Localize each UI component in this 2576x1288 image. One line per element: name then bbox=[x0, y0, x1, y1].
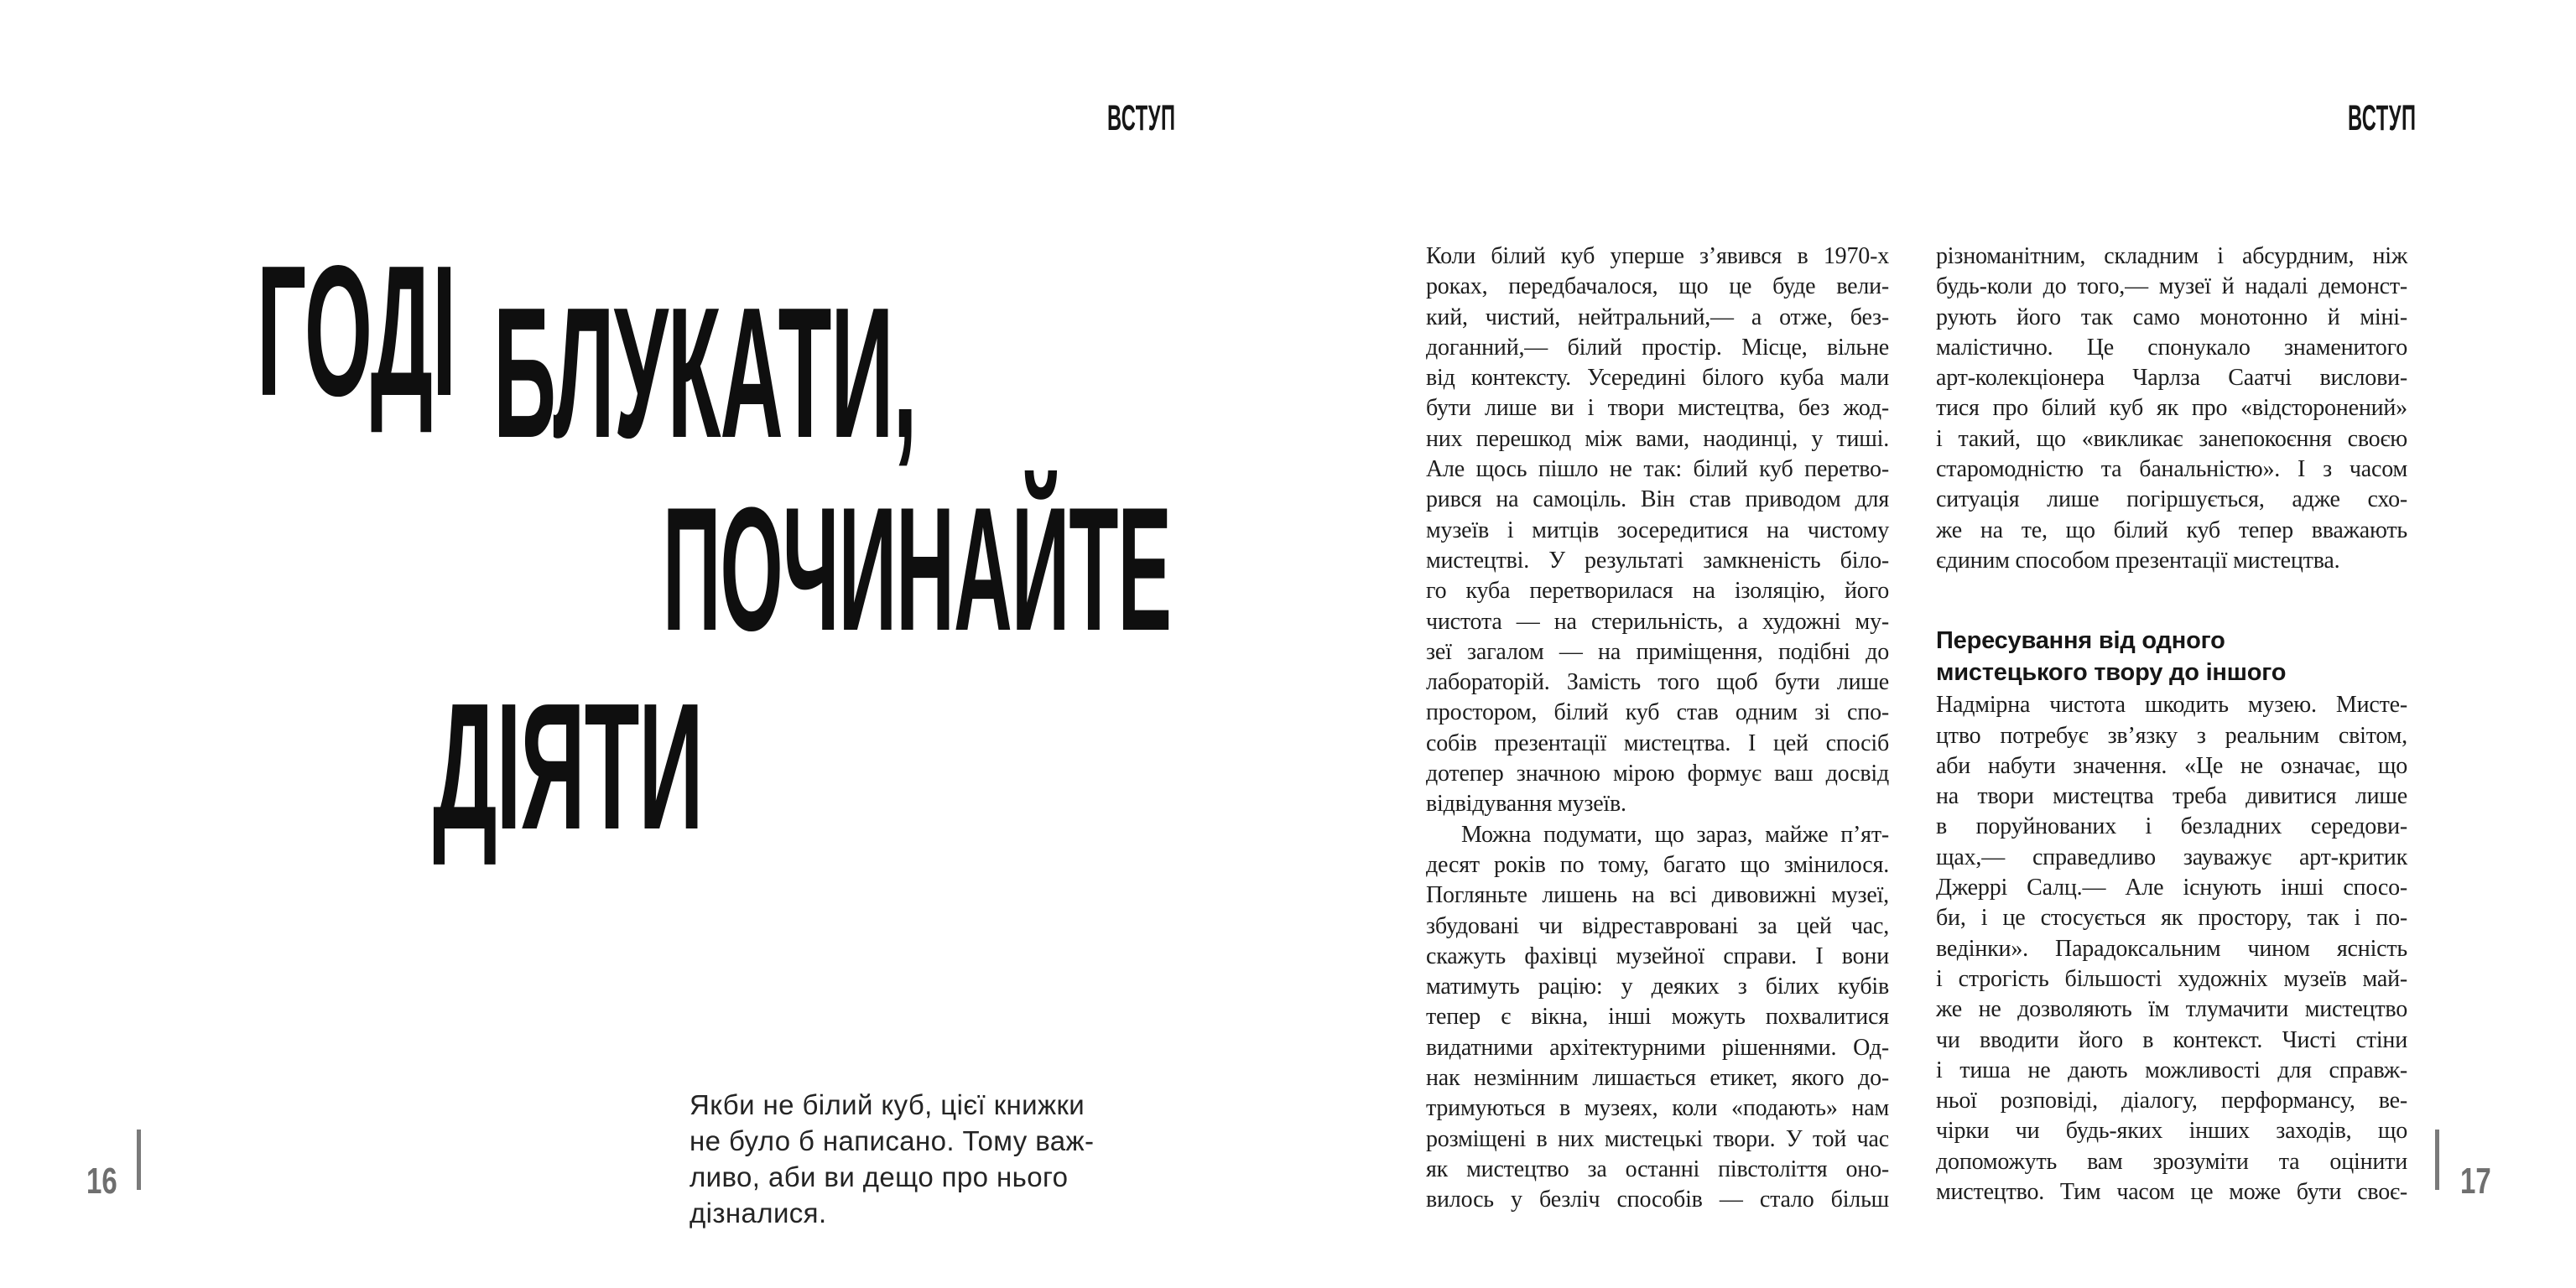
caption-line: не було б написано. Тому важ- bbox=[690, 1125, 1095, 1156]
body-text-line: збудовані чи відреставровані за цей час, bbox=[1426, 912, 1889, 939]
subheading-line-2: мистецького твору до іншого bbox=[1936, 659, 2287, 687]
body-text-line: Надмірна чистота шкодить музею. Мисте- bbox=[1936, 692, 2407, 719]
body-text-line: тепер є вікна, інші можуть похвалитися bbox=[1426, 1004, 1889, 1031]
body-text-line: зеї загалом — на приміщення, подібні до bbox=[1426, 638, 1889, 665]
body-text-line: розміщені в них мистецькі твори. У той час bbox=[1426, 1125, 1889, 1152]
body-text-line: єдиним способом презентації мистецтва. bbox=[1936, 547, 2340, 574]
body-text-line: видатними архітектурними рішеннями. Од- bbox=[1426, 1034, 1889, 1061]
body-text-line: нак незмінним лишається етикет, якого до- bbox=[1426, 1065, 1889, 1092]
folio-rule-right bbox=[2435, 1130, 2439, 1190]
body-text-line: на твори мистецтва треба дивитися лише bbox=[1936, 783, 2407, 810]
body-text-line: кий, чистий, нейтральний,— а отже, без- bbox=[1426, 304, 1889, 330]
section-subheading bbox=[1936, 625, 2407, 688]
body-text-line: від контексту. Усередині білого куба мали bbox=[1426, 365, 1889, 392]
body-text-line: вилось у безліч способів — стало більш bbox=[1426, 1187, 1889, 1213]
body-text-line: музеїв і митців зосередитися на чистому bbox=[1426, 517, 1889, 543]
body-text-line: і такий, що «викликає занепокоєння своєю bbox=[1936, 425, 2407, 452]
body-text-line: допоможуть вам зрозуміти та оцінити bbox=[1936, 1148, 2407, 1175]
title-line-2: БЛУКАТИ, bbox=[493, 269, 917, 477]
body-text-line: ведінки». Парадоксальним чином ясність bbox=[1936, 935, 2407, 962]
caption-line: ливо, аби ви дещо про нього bbox=[690, 1161, 1069, 1192]
body-text-line: собів презентації мистецтва. І цей спосіб bbox=[1426, 730, 1889, 756]
body-text-line: цтво потребує зв’язку з реальним світом, bbox=[1936, 722, 2407, 749]
body-text-line: і строгість більшості художніх музеїв май- bbox=[1936, 965, 2407, 992]
body-text-line: чірки чи будь-яких інших заходів, що bbox=[1936, 1118, 2407, 1145]
body-text-line: го куба перетворилася на ізоляцію, його bbox=[1426, 578, 1889, 605]
body-text-line: Коли білий куб уперше з’явився в 1970-х bbox=[1426, 243, 1889, 269]
body-text-line: як мистецтво за останні півстоліття оно- bbox=[1426, 1156, 1889, 1182]
lead-caption bbox=[690, 1087, 1193, 1231]
page-number-left: 16 bbox=[86, 1161, 117, 1202]
body-text-line: Джеррі Салц.— Але існують інші спосо- bbox=[1936, 875, 2407, 901]
body-text-line: доганний,— білий простір. Місце, вільне bbox=[1426, 334, 1889, 361]
body-text-line: щах,— справедливо зауважує арт-критик bbox=[1936, 844, 2407, 870]
body-text-line: різноманітним, складним і абсурдним, ніж bbox=[1936, 243, 2407, 269]
caption-line: Якби не білий куб, цієї книжки bbox=[690, 1089, 1085, 1120]
body-paragraph-2 bbox=[1936, 690, 2407, 1208]
body-text-line: мистецтві. У результаті замкненість біло- bbox=[1426, 547, 1889, 574]
body-text-line: Можна подумати, що зараз, майже п’ят- bbox=[1461, 821, 1889, 848]
body-text-line: ньої розповіді, діалогу, перформансу, ве- bbox=[1936, 1088, 2407, 1114]
folio-rule-left bbox=[137, 1130, 141, 1190]
body-text-line: мистецтво. Тим часом це може бути своє- bbox=[1936, 1179, 2407, 1206]
body-text-line: будь-коли до того,— музеї й надалі демонст- bbox=[1936, 273, 2407, 300]
body-text-line: відвідування музеїв. bbox=[1426, 791, 1626, 818]
title-line-4: ДІЯТИ bbox=[433, 665, 703, 867]
body-text-line: малістично. Це спонукало знаменитого bbox=[1936, 334, 2407, 361]
body-text-line: же на те, що білий куб тепер вважають bbox=[1936, 517, 2407, 543]
body-column-1 bbox=[1426, 242, 1889, 1216]
body-text-line: них перешкод між вами, наодинці, у тиші. bbox=[1426, 425, 1889, 452]
title-line-1: ГОДІ bbox=[257, 227, 456, 435]
body-text-line: і тиша не дають можливості для справж- bbox=[1936, 1057, 2407, 1083]
body-text-line: в поруйнованих і безладних середови- bbox=[1936, 813, 2407, 840]
running-header-right: ВСТУП bbox=[2348, 98, 2417, 138]
body-text-line: чи вводити його в контекст. Чисті стіни bbox=[1936, 1026, 2407, 1053]
body-text-line: Погляньте лишень на всі дивовижні музеї, bbox=[1426, 882, 1889, 909]
body-text-line: чистота — на стерильність, а художні му- bbox=[1426, 608, 1889, 635]
body-text-line: рують його так само монотонно й міні- bbox=[1936, 304, 2407, 330]
body-text-line: старомодністю та банальністю». І з часом bbox=[1936, 456, 2407, 483]
body-text-line: тримуються в музеях, коли «подають» нам bbox=[1426, 1095, 1889, 1122]
body-text-line: би, і це стосується як простору, так і по- bbox=[1936, 905, 2407, 932]
body-text-line: тися про білий куб як про «відсторонений» bbox=[1936, 395, 2407, 422]
body-text-line: арт-колекціонера Чарлза Саатчі вислови- bbox=[1936, 365, 2407, 392]
subheading-line-1: Пересування від одного bbox=[1936, 627, 2225, 655]
body-text-line: скажуть фахівці музейної справи. І вони bbox=[1426, 943, 1889, 969]
body-text-line: роках, передбачалося, що це буде вели- bbox=[1426, 273, 1889, 300]
body-column-2 bbox=[1936, 242, 2407, 1208]
body-text-line: ситуація лише погіршується, адже схо- bbox=[1936, 486, 2407, 513]
caption-line: дізналися. bbox=[690, 1197, 827, 1228]
body-text-line: десят років по тому, багато що змінилося. bbox=[1426, 851, 1889, 878]
body-text-line: же не дозволяють їм тлумачити мистецтво bbox=[1936, 996, 2407, 1023]
title-line-3: ПОЧИНАЙТЕ bbox=[663, 470, 1171, 667]
page-number-right: 17 bbox=[2460, 1161, 2491, 1202]
body-text-line: Але щось пішло не так: білий куб перетво- bbox=[1426, 456, 1889, 483]
body-text-line: лабораторій. Замість того щоб бути лише bbox=[1426, 669, 1889, 696]
body-paragraph-1 bbox=[1936, 242, 2407, 576]
body-text-line: аби набути значення. «Це не означає, що bbox=[1936, 752, 2407, 779]
body-text-line: рився на самоціль. Він став приводом для bbox=[1426, 486, 1889, 513]
body-text-line: простором, білий куб став одним зі спо- bbox=[1426, 699, 1889, 726]
body-text-line: бути лише ви і твори мистецтва, без жод- bbox=[1426, 395, 1889, 422]
body-text-line: матимуть рацію: у деяких з білих кубів bbox=[1426, 974, 1889, 1000]
body-text-line: дотепер значною мірою формує ваш досвід bbox=[1426, 761, 1889, 787]
running-header-left: ВСТУП bbox=[1107, 98, 1176, 138]
